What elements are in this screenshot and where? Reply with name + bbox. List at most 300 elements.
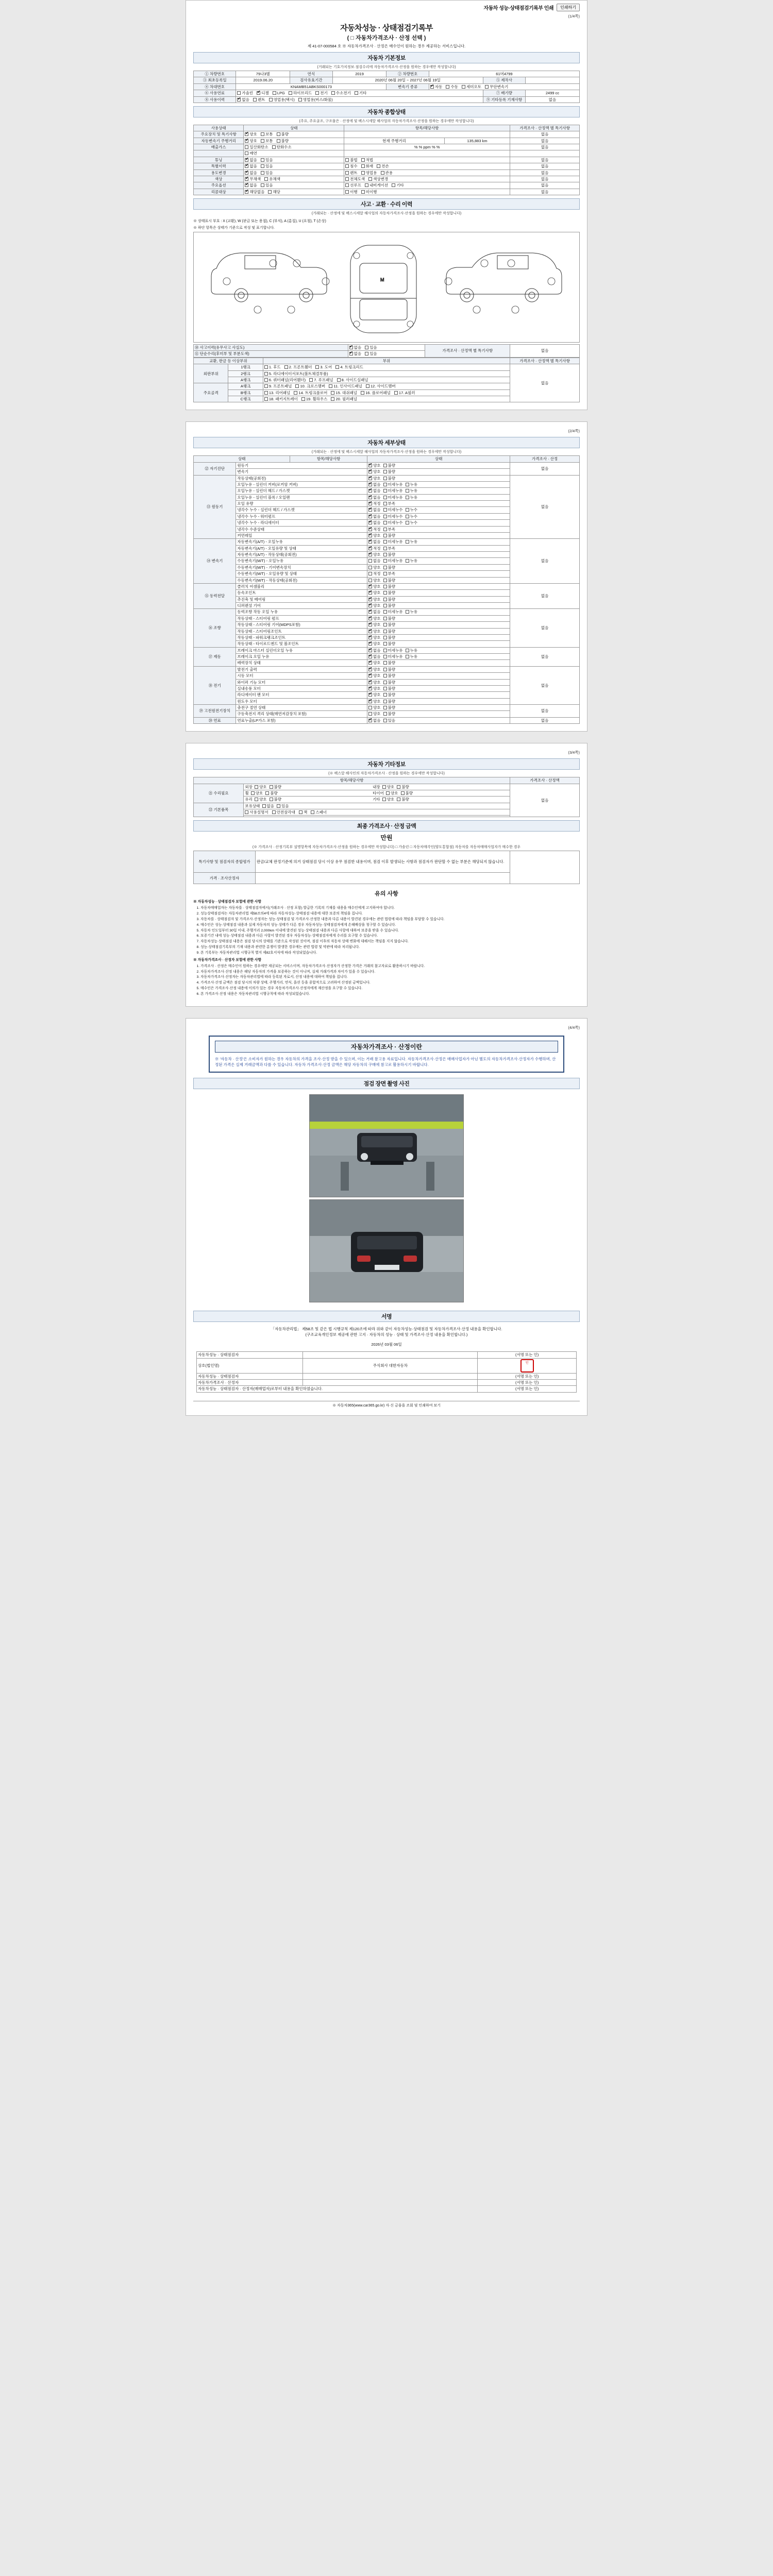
accident-note-header: 가격조사 · 산정액 별 특기사항 (425, 345, 510, 358)
detail-category-note: 없음 (510, 462, 580, 475)
checkbox-detail-1-5-미세누수[interactable] (383, 508, 387, 512)
checkbox-usage-bus[interactable] (298, 98, 302, 101)
checkbox-emission-smoke[interactable] (245, 151, 248, 155)
table-row (194, 475, 580, 481)
overall-row-opts-6: ✔ 무채색 유채색 (244, 176, 344, 182)
checkbox-special-flood[interactable] (345, 164, 349, 168)
checkbox-color-mono[interactable] (245, 177, 248, 181)
svg-text:M: M (380, 277, 384, 282)
overall-mileage-label: 현재 주행거리 (344, 138, 445, 144)
checkbox-detail-1-6-누수[interactable] (406, 515, 409, 518)
checkbox-part-20[interactable] (331, 397, 334, 401)
checkbox-detail-1-4-적정[interactable] (368, 502, 372, 505)
overall-row-opts-8: ✔ 해당없음 해당 (244, 189, 344, 195)
checkbox-detail-3-1-불량[interactable] (383, 591, 387, 595)
checkbox-option-sunroof[interactable] (345, 183, 349, 187)
photo-front-svg (310, 1095, 464, 1197)
checkbox-overall-1-normal[interactable] (261, 139, 264, 143)
checkbox-have-yes[interactable] (277, 804, 280, 808)
checkbox-detail-6-4-양호[interactable] (368, 693, 372, 697)
checkbox-detail-1-8-부족[interactable] (383, 528, 387, 531)
checkbox-part-15[interactable] (331, 391, 334, 395)
checkbox-have-none[interactable] (262, 804, 266, 808)
checkbox-detail-1-2-누유[interactable] (406, 489, 409, 493)
value-fuel: 가솔린 ✔ 디젤 LPG 하이브리드 전기 수소전기 기타 (236, 90, 483, 96)
checkbox-detail-0-0-불량[interactable] (383, 464, 387, 467)
checkbox-detail-0-1-불량[interactable] (383, 470, 387, 473)
checkbox-jack[interactable] (299, 810, 303, 814)
checkbox-detail-4-0-누유[interactable] (406, 610, 409, 614)
checkbox-detail-2-0-미세누유[interactable] (383, 540, 387, 544)
checkbox-simplerepair-none[interactable] (349, 352, 353, 355)
checkbox-detail-6-5-불량[interactable] (383, 700, 387, 703)
checkbox-detail-3-3-불량[interactable] (383, 604, 387, 607)
checkbox-part-11[interactable] (329, 384, 332, 388)
checkbox-fuel-ev[interactable] (315, 91, 319, 95)
checkbox-part-1[interactable] (264, 365, 268, 369)
checkbox-detail-0-0-양호[interactable] (368, 464, 372, 467)
signature-line1: 「자동차관리법」 제58조 및 같은 법 시행규칙 제120조에 따라 위와 같이 자동차성능·상태점검 및 자동차가격조사·산정 내용을 확인합니다. (271, 1327, 502, 1332)
overall-th-3: 가격조사 · 산정액 별 특기사항 (510, 125, 580, 131)
checkbox-usechange-rent[interactable] (345, 171, 349, 175)
checkbox-spanner[interactable] (311, 810, 314, 814)
parts-damage-table (193, 358, 580, 403)
checkbox-part-14[interactable] (294, 391, 297, 395)
checkbox-detail-5-1-미세누유[interactable] (383, 655, 387, 658)
overall-row-note-4: 없음 (510, 163, 580, 170)
checkbox-overall-0-normal[interactable] (261, 132, 264, 136)
checkbox-detail-2-6-불량[interactable] (383, 579, 387, 582)
page-1 (186, 0, 587, 410)
checkbox-detail-2-1-적정[interactable] (368, 547, 372, 550)
checkbox-part-4[interactable] (335, 365, 339, 369)
checkbox-overall-0-bad[interactable] (277, 132, 280, 136)
detail-category-note: 없음 (510, 717, 580, 723)
caution-item: 1. 가격조사 · 산정은 매수인이 원하는 경우에만 제공되는 서비스이며, 자동차가격조사·산정자가 산정한 가격은 거래의 참고자료로 활용하시기 바랍니다. (200, 964, 580, 969)
checkbox-detail-6-3-불량[interactable] (383, 687, 387, 690)
checkbox-detail-1-2-없음[interactable] (368, 489, 372, 493)
checkbox-detail-3-0-양호[interactable] (368, 585, 372, 588)
overall-row-note-6: 없음 (510, 176, 580, 182)
document-note: 제 41-07-000584 호 ※ 자동차가격조사 · 산정은 매수인이 원하는 경우 제공하는 서비스입니다. (307, 44, 466, 48)
document-title: 자동차성능 · 상태점검기록부 (340, 24, 433, 32)
page-indicator-2: (2/4쪽) (568, 429, 580, 434)
checkbox-detail-1-1-미세누유[interactable] (383, 483, 387, 486)
detail-item-label: 시동 모터 (236, 673, 367, 679)
label-model-year: 연식 (290, 71, 332, 77)
detail-item-options: 없음 미세누유 누유 (367, 558, 510, 564)
checkbox-detail-1-9-불량[interactable] (383, 534, 387, 537)
checkbox-part-13[interactable] (264, 391, 268, 395)
checkbox-triangle[interactable] (272, 810, 276, 814)
signature-row-2-value (303, 1379, 478, 1385)
table-row (194, 609, 580, 615)
checkbox-detail-3-1-양호[interactable] (368, 591, 372, 595)
checkbox-transmission-auto[interactable] (430, 85, 434, 89)
checkbox-fuel-diesel[interactable] (257, 91, 260, 95)
overall-th-2: 항목/해당사항 (344, 125, 510, 131)
checkbox-detail-2-4-불량[interactable] (383, 566, 387, 569)
checkbox-detail-1-1-누유[interactable] (406, 483, 409, 486)
checkbox-detail-3-2-불량[interactable] (383, 598, 387, 601)
checkbox-detail-4-2-양호[interactable] (368, 623, 372, 626)
accident-note-1: ※ 하단 항목은 상태가 기준으로 작성 및 표기합니다. (193, 226, 275, 230)
detail-item-options: ✔ 없음 미세누유 누유 (367, 654, 510, 660)
detail-item-options: ✔ 양호 불량 (367, 552, 510, 558)
caution-heading-1: ※ 자동차가격조사 · 산정자 보험에 관한 사항 (193, 958, 262, 962)
checkbox-accident-yes[interactable] (365, 346, 368, 349)
detail-item-options: ✔ 양호 불량 (367, 679, 510, 685)
checkbox-glass-good[interactable] (255, 798, 258, 801)
checkbox-detail-1-9-양호[interactable] (368, 534, 372, 537)
checkbox-detail-4-5-양호[interactable] (368, 642, 372, 646)
checkbox-option-none[interactable] (245, 183, 248, 187)
checkbox-special-yes[interactable] (261, 164, 264, 168)
checkbox-detail-4-3-양호[interactable] (368, 630, 372, 633)
checkbox-option-nav[interactable] (365, 183, 368, 187)
detail-category-4: ⑯ 조향 (194, 609, 236, 647)
checkbox-fuel-etc[interactable] (355, 91, 358, 95)
checkbox-detail-6-1-양호[interactable] (368, 674, 372, 677)
detail-category-8: ⑳ 연료 (194, 717, 236, 723)
etc-repair-row-2: 유리 양호 불량 기타 양호 불량 (244, 796, 510, 803)
checkbox-part-18[interactable] (264, 397, 268, 401)
detail-item-label: 브레이크 오일 누유 (236, 654, 367, 660)
checkbox-detail-6-3-양호[interactable] (368, 687, 372, 690)
checkbox-fuel-hydrogen[interactable] (331, 91, 335, 95)
checkbox-part-19[interactable] (301, 397, 305, 401)
parts-items-4: 13. 리어패널 14. 트렁크플로어 15. 대쉬패널 16. 플로어패널 17. A필러 (263, 389, 510, 396)
checkbox-detail-4-4-불량[interactable] (383, 636, 387, 639)
section-price-caption: (※ 가격조사 · 산정기록부 설명항목에 자동차가격조사·산정을 원하는 경우에만 작성합니다) □ 가솔린 □ 자동차매각인(양도통합점) 자동차를 자동차매매사업자가 매수한 경우 (252, 845, 521, 850)
checkbox-detail-1-5-누수[interactable] (406, 508, 409, 512)
caution-item: 5. 매수인은 가격조사·산정 내용에 이의가 있는 경우 자동차가격조사·산정자에게 재산정을 요구할 수 있습니다. (200, 986, 580, 991)
checkbox-manual[interactable] (245, 810, 248, 814)
checkbox-recall-notdone[interactable] (361, 190, 365, 194)
checkbox-detail-7-0-양호[interactable] (368, 706, 372, 709)
checkbox-usage-none[interactable] (237, 98, 241, 101)
detail-item-label: 배력장치 상태 (236, 660, 367, 666)
etc-th-1: 가격조사 · 산정액 (510, 777, 580, 784)
detail-item-options: ✔ 양호 불량 (367, 615, 510, 621)
checkbox-detail-5-0-미세누유[interactable] (383, 649, 387, 652)
checkbox-detail-4-5-불량[interactable] (383, 642, 387, 646)
checkbox-detail-6-2-불량[interactable] (383, 681, 387, 684)
overall-row-label-1: 자동변속기 주행거리 (194, 138, 244, 144)
checkbox-emission-co[interactable] (245, 145, 248, 149)
checkbox-part-3[interactable] (315, 365, 319, 369)
checkbox-etcitem-good[interactable] (382, 798, 386, 801)
checkbox-part-9[interactable] (264, 384, 268, 388)
checkbox-transmission-cvt[interactable] (485, 85, 489, 89)
detail-item-options: ✔ 없음 미세누수 누수 (367, 513, 510, 519)
document-subtitle: ( □ 자동차가격조사 · 산정 선택 ) (347, 35, 426, 41)
checkbox-part-6[interactable] (264, 378, 268, 382)
detail-item-options: ✔ 없음 미세누수 누수 (367, 520, 510, 526)
checkbox-accident-none[interactable] (349, 346, 353, 349)
checkbox-detail-5-1-누유[interactable] (406, 655, 409, 658)
detail-item-label: 오일누유 - 실린더 커버(로커암 커버) (236, 481, 367, 487)
checkbox-tuning-yes[interactable] (261, 158, 264, 162)
detail-th-3: 가격조사 · 산정 (510, 456, 580, 462)
checkbox-detail-1-1-없음[interactable] (368, 483, 372, 486)
checkbox-wheel-good[interactable] (251, 791, 255, 795)
detail-item-options: ✔ 없음 미세누유 누유 (367, 609, 510, 615)
parts-level-4: B랭크 (228, 389, 263, 396)
signature-row-2-seal: (서명 또는 인) (478, 1379, 577, 1385)
checkbox-detail-5-0-누유[interactable] (406, 649, 409, 652)
caution-item: 9. 본 기록부는 자동차관리법 시행규칙 별지 제82호서식에 따라 작성되었습니다. (200, 951, 580, 956)
checkbox-detail-5-0-없음[interactable] (368, 649, 372, 652)
checkbox-fuel-gasoline[interactable] (237, 91, 241, 95)
checkbox-detail-4-0-미세누유[interactable] (383, 610, 387, 614)
checkbox-fuel-lpg[interactable] (273, 91, 276, 95)
checkbox-detail-2-5-적정[interactable] (368, 572, 372, 575)
detail-item-options: ✔ 양호 불량 (367, 583, 510, 589)
detail-item-label: 변속기 (236, 469, 367, 475)
checkbox-detail-2-0-없음[interactable] (368, 540, 372, 544)
checkbox-detail-1-0-불량[interactable] (383, 477, 387, 480)
checkbox-detail-2-2-불량[interactable] (383, 553, 387, 556)
checkbox-detail-7-1-양호[interactable] (368, 712, 372, 716)
page-2 (186, 421, 587, 732)
detail-item-label: 냉각수 누수 - 라디에이터 (236, 520, 367, 526)
checkbox-detail-2-5-부족[interactable] (383, 572, 387, 575)
checkbox-detail-2-0-누유[interactable] (406, 540, 409, 544)
checkbox-detail-5-2-양호[interactable] (368, 661, 372, 665)
detail-item-options: ✔ 양호 불량 (367, 673, 510, 679)
checkbox-part-2[interactable] (284, 365, 288, 369)
overall-row-note-2b (510, 150, 580, 157)
caution-item: 6. 보증기간 내에 성능·상태점검 내용과 다른 사항이 발견된 경우 자동차성능·상태점검자에게 수리를 요구할 수 있습니다. (200, 934, 580, 939)
checkbox-glass-bad[interactable] (270, 798, 273, 801)
table-row (194, 666, 580, 672)
detail-item-label: 원동기 (236, 462, 367, 468)
checkbox-ext-good[interactable] (255, 785, 258, 789)
checkbox-detail-7-0-불량[interactable] (383, 706, 387, 709)
checkbox-wheel-bad[interactable] (265, 791, 269, 795)
value-model-year: 2019 (332, 71, 386, 77)
checkbox-etcitem-bad[interactable] (397, 798, 400, 801)
checkbox-overall-1-bad[interactable] (277, 139, 280, 143)
detail-item-label: 냉각수 누수 - 워터펌프 (236, 513, 367, 519)
checkbox-detail-3-2-양호[interactable] (368, 598, 372, 601)
checkbox-detail-1-6-없음[interactable] (368, 515, 372, 518)
section-overall-caption: (주요, 주요골조, 구조물은 · 산정에 및 팩스시세앞 해사업의 자동차가격조사·산정을 원하는 경우에만 작성합니다) (299, 119, 474, 123)
label-inspect: 검사유효기간 (290, 77, 332, 83)
checkbox-usechange-gov[interactable] (381, 171, 384, 175)
checkbox-color-change[interactable] (368, 177, 372, 181)
etc-repair-row-1: 휠 양호 불량 타이어 양호 불량 (244, 790, 510, 796)
checkbox-option-etc[interactable] (392, 183, 395, 187)
checkbox-usechange-none[interactable] (245, 171, 248, 175)
checkbox-usechange-yes[interactable] (261, 171, 264, 175)
checkbox-transmission-manual[interactable] (446, 85, 449, 89)
signature-row-2-label: 자동차가격조사 · 산정자 (197, 1379, 303, 1385)
checkbox-recall-done[interactable] (345, 190, 349, 194)
checkbox-detail-1-7-미세누수[interactable] (383, 521, 387, 524)
checkbox-emission-hc[interactable] (272, 145, 276, 149)
checkbox-detail-1-3-누유[interactable] (406, 496, 409, 499)
checkbox-tuning-none[interactable] (245, 158, 248, 162)
overall-row-label-2b (194, 150, 244, 157)
checkbox-detail-2-2-양호[interactable] (368, 553, 372, 556)
detail-item-label: 자동변속기(A/T) - 작동상태(공회전) (236, 552, 367, 558)
overall-row-label-6: 색상 (194, 176, 244, 182)
checkbox-detail-1-0-양호[interactable] (368, 477, 372, 480)
checkbox-detail-1-3-없음[interactable] (368, 496, 372, 499)
checkbox-fuel-hybrid[interactable] (289, 91, 292, 95)
detail-item-label: 오일누유 - 실린더 블록 / 오일팬 (236, 494, 367, 500)
checkbox-detail-2-6-양호[interactable] (368, 579, 372, 582)
checkbox-part-7[interactable] (309, 378, 313, 382)
checkbox-int-good[interactable] (382, 785, 386, 789)
checkbox-int-bad[interactable] (397, 785, 400, 789)
label-maker: ⑤ 제작사 (483, 77, 525, 83)
checkbox-detail-4-0-없음[interactable] (368, 610, 372, 614)
signature-title: 서명 (193, 1311, 580, 1322)
detail-item-options: ✔ 양호 불량 (367, 603, 510, 609)
detail-category-3: ⑮ 동력전달 (194, 583, 236, 609)
car-diagram-svg (194, 232, 579, 343)
checkbox-tuning-legal[interactable] (361, 158, 365, 162)
checkbox-detail-1-6-미세누수[interactable] (383, 515, 387, 518)
parts-group-0: 외판부위 (194, 364, 228, 383)
checkbox-detail-2-1-부족[interactable] (383, 547, 387, 550)
checkbox-detail-6-0-불량[interactable] (383, 668, 387, 671)
detail-category-note: 없음 (510, 475, 580, 539)
checkbox-detail-3-0-불량[interactable] (383, 585, 387, 588)
detail-item-label: 오일 유량 (236, 501, 367, 507)
overall-state-table (193, 125, 580, 195)
checkbox-detail-8-0-있음[interactable] (383, 719, 387, 722)
checkbox-option-yes[interactable] (261, 183, 264, 187)
checkbox-detail-4-4-양호[interactable] (368, 636, 372, 639)
detail-item-options: ✔ 적정 부족 (367, 545, 510, 551)
checkbox-part-16[interactable] (361, 391, 364, 395)
checkbox-detail-1-7-누수[interactable] (406, 521, 409, 524)
checkbox-usage-rent[interactable] (253, 98, 257, 101)
checkbox-special-fire[interactable] (361, 164, 365, 168)
section-etc-title: 자동차 기타정보 (193, 758, 580, 770)
checkbox-part-12[interactable] (366, 384, 369, 388)
checkbox-transmission-semi[interactable] (462, 85, 465, 89)
checkbox-overall-1-good[interactable] (245, 139, 248, 143)
etc-note-value: 없음 (510, 784, 580, 817)
checkbox-detail-5-2-불량[interactable] (383, 661, 387, 665)
detail-item-label: 동력조향 작동 오일 누유 (236, 609, 367, 615)
checkbox-recall-na[interactable] (245, 190, 248, 194)
checkbox-usage-taxi[interactable] (269, 98, 273, 101)
print-title: 자동차 성능·상태점검기록부 인쇄 (483, 6, 554, 11)
checkbox-detail-2-3-미세누유[interactable] (383, 559, 387, 563)
checkbox-tuning-illegal[interactable] (345, 158, 349, 162)
parts-items-2: 6. 쿼터패널(리어휀더) 7. 루프패널 8. 사이드실패널 (263, 377, 510, 383)
checkbox-detail-4-1-양호[interactable] (368, 617, 372, 620)
checkbox-detail-1-5-없음[interactable] (368, 508, 372, 512)
label-change: ⑨ 기타등록 기재사항 (483, 96, 525, 103)
caution-item: 8. 성능·상태점검기록부의 기재 내용과 관련한 분쟁이 발생한 경우에는 관련 법령 및 약관에 따라 처리됩니다. (200, 945, 580, 950)
checkbox-simplerepair-yes[interactable] (365, 352, 368, 355)
checkbox-usechange-biz[interactable] (361, 171, 365, 175)
detail-item-label: 작동상태 - 스티어링 펌프 (236, 615, 367, 621)
detail-item-label: 수동변속기(M/T) - 작동상태(공회전) (236, 577, 367, 583)
signature-line2: (구조교육개인정보 제공에 관한 고지 · 자동차의 성능 · 상태 및 가격조사·산정 내용을 확인합니다.) (305, 1332, 468, 1337)
checkbox-detail-6-4-불량[interactable] (383, 693, 387, 697)
signature-buyer-seal: (서명 또는 인) (478, 1386, 577, 1392)
checkbox-part-8[interactable] (337, 378, 341, 382)
overall-row-opts-5: ✔ 없음 있음 (244, 170, 344, 176)
detail-item-options: ✔ 양호 불량 (367, 532, 510, 538)
overall-row-opts-0: ✔ 양호 보통 불량 (244, 131, 344, 138)
checkbox-detail-6-2-양호[interactable] (368, 681, 372, 684)
checkbox-special-none[interactable] (245, 164, 248, 168)
price-note-table (193, 851, 580, 884)
checkbox-special-total[interactable] (377, 164, 380, 168)
detail-category-5: ⑰ 제동 (194, 647, 236, 666)
detail-item-options: ✔ 양호 불량 (367, 634, 510, 640)
seal-stamp-icon: 인 (520, 1359, 534, 1372)
checkbox-detail-1-8-적정[interactable] (368, 528, 372, 531)
checkbox-detail-1-3-미세누유[interactable] (383, 496, 387, 499)
value-usage: ✔ 없음 렌트 영업용(택시) 영업용(버스/화물) (236, 96, 483, 103)
checkbox-recall-yes[interactable] (268, 190, 272, 194)
overall-row-opts-2: 일산화탄소 탄화수소 (244, 144, 344, 150)
table-row (194, 462, 580, 468)
detail-category-note: 없음 (510, 609, 580, 647)
checkbox-ext-bad[interactable] (270, 785, 273, 789)
signature-row-1-label: 자동차성능 · 상태점검자 (197, 1373, 303, 1379)
detail-category-note: 없음 (510, 539, 580, 584)
checkbox-detail-4-2-불량[interactable] (383, 623, 387, 626)
checkbox-detail-4-3-불량[interactable] (383, 630, 387, 633)
checkbox-detail-6-0-양호[interactable] (368, 668, 372, 671)
checkbox-part-5[interactable] (264, 372, 268, 376)
checkbox-overall-0-good[interactable] (245, 132, 248, 136)
checkbox-detail-3-3-양호[interactable] (368, 604, 372, 607)
detail-item-label: 작동상태(공회전) (236, 475, 367, 481)
value-first-reg: 2019.06.20 (236, 77, 290, 83)
price-left-value: 판금/교체 판정기준에 의거 상태점검 당시 이상 유무 점검한 내용이며, 점검 이후 발생되는 사항과 점검자가 판단할 수 없는 부분은 해당되지 않습니다. (255, 851, 510, 873)
etc-basic-row-1: 사용설명서 안전삼각대 잭 스패너 (244, 809, 510, 816)
checkbox-detail-1-2-미세누유[interactable] (383, 489, 387, 493)
checkbox-detail-6-1-불량[interactable] (383, 674, 387, 677)
print-button[interactable]: 인쇄하기 (557, 4, 580, 11)
checkbox-tire-bad[interactable] (401, 791, 405, 795)
detail-category-note: 없음 (510, 666, 580, 704)
car-damage-diagram (193, 232, 580, 343)
checkbox-tire-good[interactable] (386, 791, 390, 795)
checkbox-detail-6-5-양호[interactable] (368, 700, 372, 703)
checkbox-detail-8-0-없음[interactable] (368, 719, 372, 722)
signature-declaration: 자동차성능 · 상태점검자 · 산정자(매매업자)로부터 내용을 확인하였습니다. (197, 1386, 478, 1392)
checkbox-color-full[interactable] (345, 177, 349, 181)
checkbox-detail-1-4-부족[interactable] (383, 502, 387, 505)
checkbox-detail-5-1-없음[interactable] (368, 655, 372, 658)
checkbox-part-17[interactable] (394, 391, 398, 395)
overall-row-opts-7: ✔ 없음 있음 (244, 182, 344, 189)
checkbox-part-10[interactable] (295, 384, 299, 388)
checkbox-detail-2-3-누유[interactable] (406, 559, 409, 563)
checkbox-detail-2-4-양호[interactable] (368, 566, 372, 569)
checkbox-detail-7-1-불량[interactable] (383, 712, 387, 716)
detail-item-label: 작동상태 - 스티어링조인트 (236, 628, 367, 634)
checkbox-detail-0-1-양호[interactable] (368, 470, 372, 473)
checkbox-detail-2-3-없음[interactable] (368, 559, 372, 563)
checkbox-detail-4-1-불량[interactable] (383, 617, 387, 620)
checkbox-detail-1-7-없음[interactable] (368, 521, 372, 524)
checkbox-color-chroma[interactable] (264, 177, 268, 181)
